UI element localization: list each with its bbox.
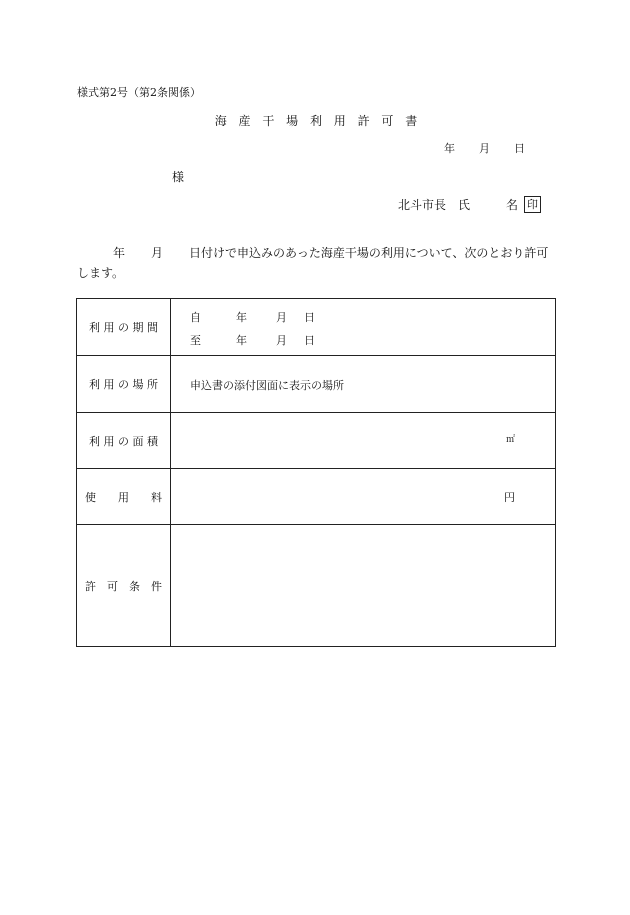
location-label: 利 用 の 場 所 [77,356,171,412]
to-day: 日 [304,334,315,347]
from-day: 日 [304,311,315,324]
statement-year: 年 [113,246,126,260]
table-row-area [77,413,555,469]
permit-details-table [76,298,556,647]
date-month-label: 月 [479,142,490,155]
issuer [398,196,541,214]
from-year: 年 [236,311,247,324]
table-row-conditions [77,525,555,646]
form-number: 様式第2号（第2条関係） [77,86,201,99]
location-value-cell [172,356,555,412]
fee-value-cell [172,469,555,524]
date-day-label: 日 [514,142,525,155]
fee-label: 使 用 料 [77,469,171,524]
table-row-period [77,299,555,356]
period-value [172,299,555,355]
date-year-label: 年 [444,142,455,155]
from-month: 月 [276,311,287,324]
table-row-fee [77,469,555,525]
from-label: 自 [190,311,201,324]
table-row-location [77,356,555,413]
addressee-honorific: 様 [172,170,185,184]
conditions-value-cell [172,525,555,646]
document-title: 海 産 干 場 利 用 許 可 書 [214,114,422,128]
period-from [190,309,315,325]
permit-statement [77,243,555,283]
to-year: 年 [236,334,247,347]
conditions-label: 許 可 条 件 [77,525,171,646]
fee-unit: 円 [504,491,515,504]
statement-month: 月 [151,246,164,260]
area-value-cell [172,413,555,468]
issuer-name-suffix: 名 [506,198,519,212]
to-label: 至 [190,334,201,347]
area-label: 利 用 の 面 積 [77,413,171,468]
issue-date [444,140,525,156]
period-to [190,332,315,348]
seal-stamp: 印 [524,196,541,213]
area-unit: ㎡ [505,435,515,445]
location-value: 申込書の添付図面に表示の場所 [190,379,344,392]
statement-text: 日付けで申込みのあった海産干場の利用について、次のとおり許可します。 [77,246,549,280]
to-month: 月 [276,334,287,347]
period-label: 利 用 の 期 間 [77,299,171,355]
issuer-name: 北斗市長 氏 [398,198,471,212]
